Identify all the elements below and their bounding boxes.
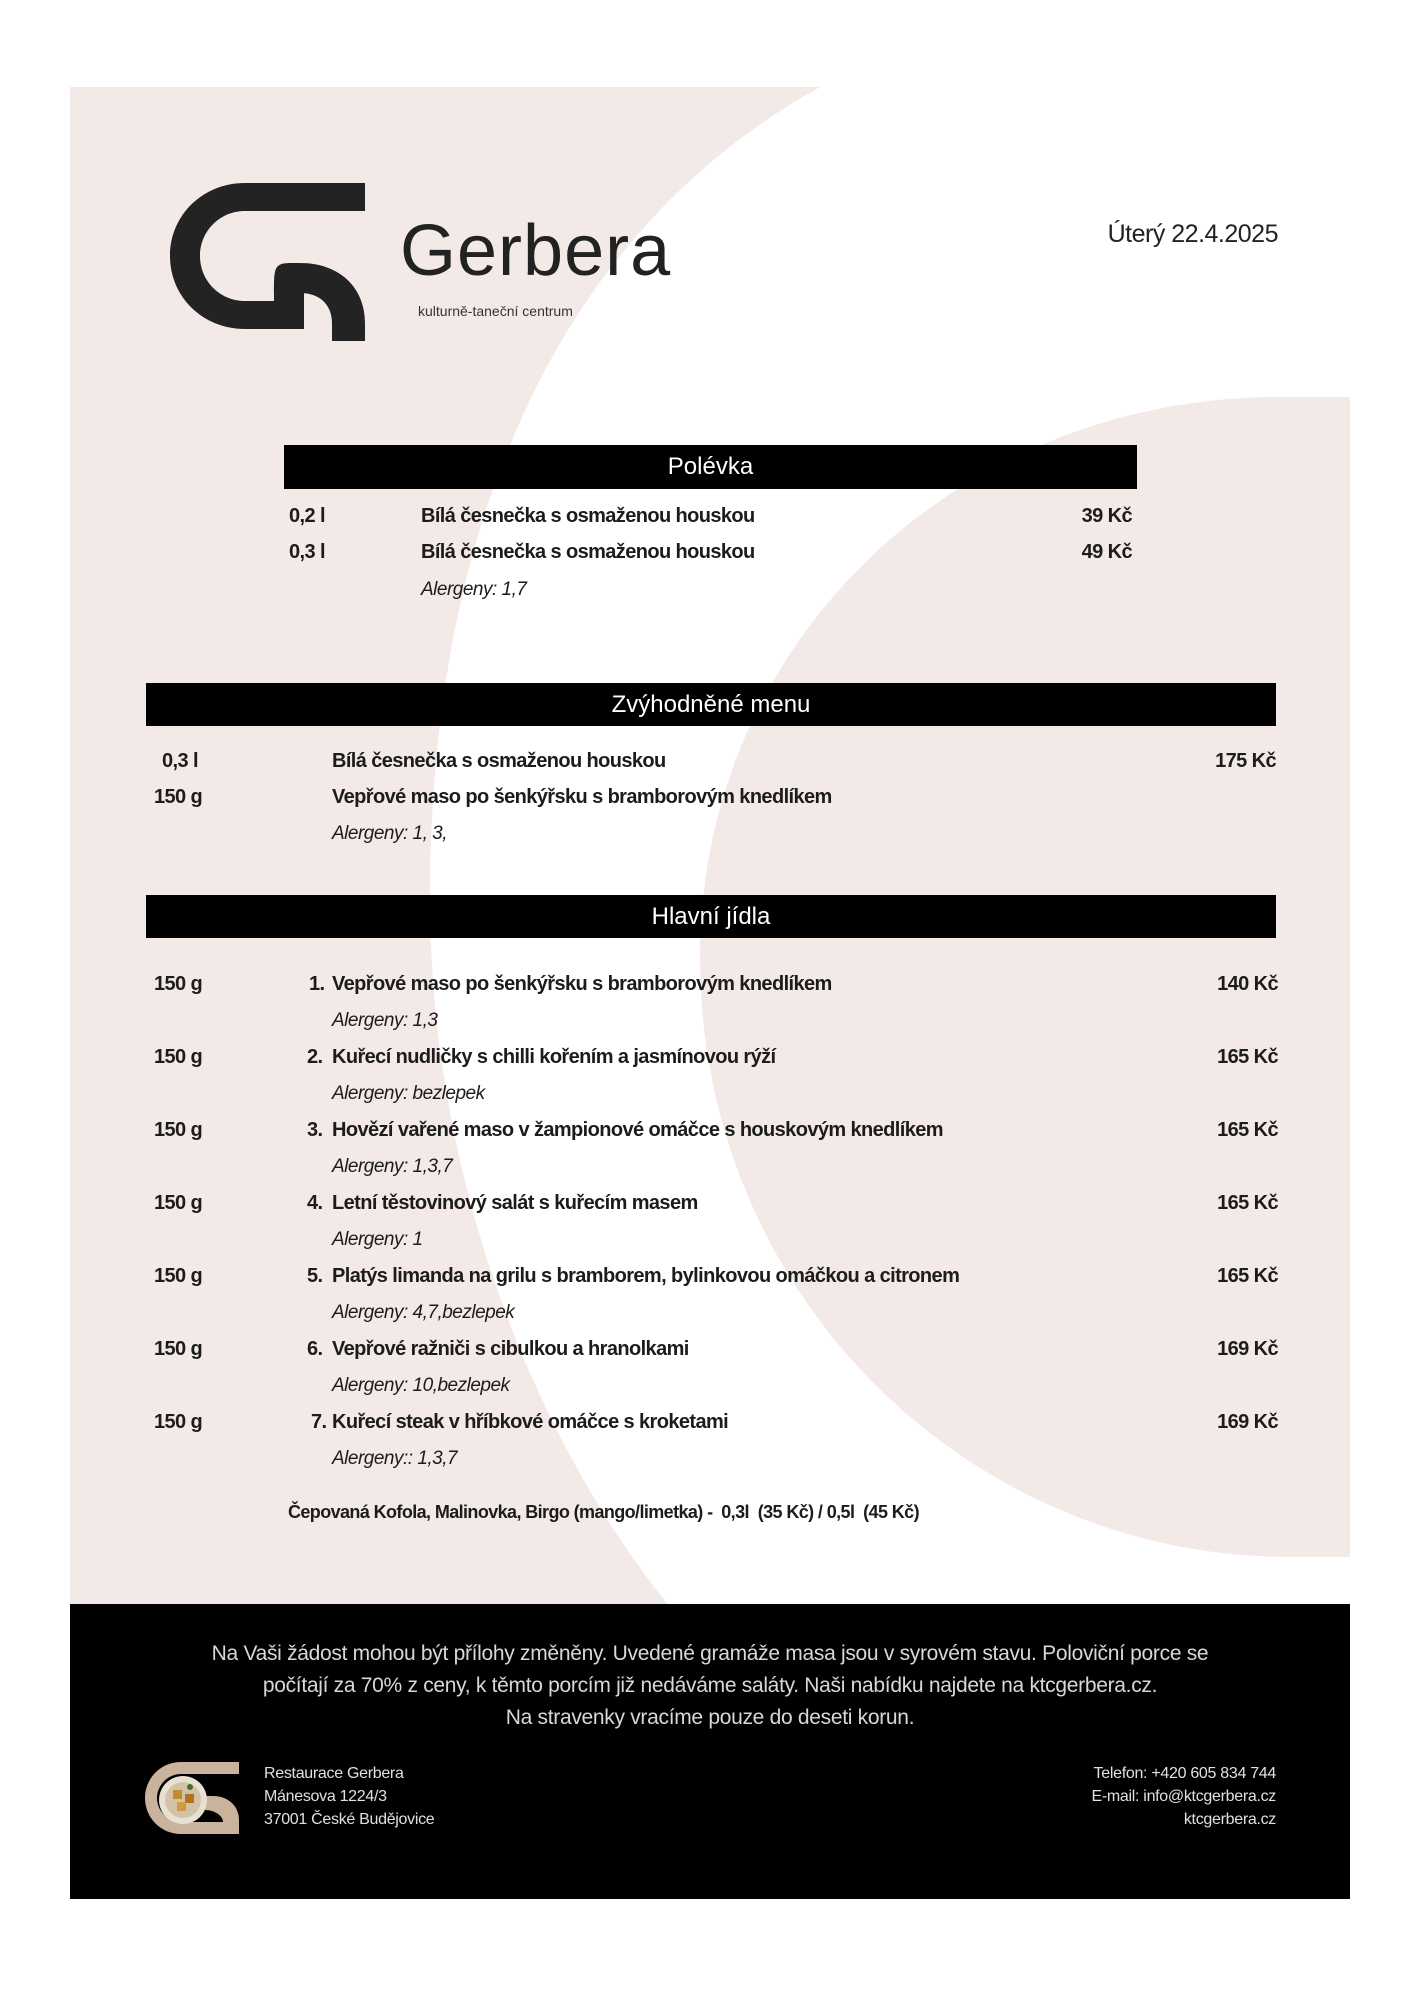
combo-name: Vepřové maso po šenkýřsku s bramborovým knedlíkem: [332, 786, 832, 808]
address-block: [264, 1762, 434, 1831]
section-header-soup: [284, 445, 1137, 489]
phone-text[interactable]: Telefon: +420 605 834 744: [1093, 1765, 1276, 1782]
address-line: Restaurace Gerbera: [264, 1765, 404, 1782]
menu-date: Úterý 22.4.2025: [1107, 220, 1278, 248]
main-number: 3.: [307, 1119, 323, 1141]
brand-name: Gerbera: [400, 211, 672, 291]
soup-price: 39 Kč: [1081, 505, 1132, 527]
address-line: Mánesova 1224/3: [264, 1788, 387, 1805]
main-allergens: Alergeny: 1,3: [332, 1010, 438, 1031]
main-price: 165 Kč: [1217, 1119, 1278, 1141]
section-header-mains: [146, 895, 1276, 938]
main-price: 169 Kč: [1217, 1338, 1278, 1360]
section-title-mains: Hlavní jídla: [651, 903, 771, 930]
combo-price: 175 Kč: [1215, 750, 1276, 772]
main-allergens: Alergeny: bezlepek: [332, 1083, 485, 1104]
main-allergens: Alergeny: 1,3,7: [332, 1156, 453, 1177]
contact-block: [1091, 1762, 1276, 1831]
main-name: Kuřecí nudličky s chilli kořením a jasmínovou rýží: [332, 1046, 776, 1068]
main-allergens: Alergeny: 4,7,bezlepek: [332, 1302, 515, 1323]
website-link[interactable]: ktcgerbera.cz: [1183, 1811, 1276, 1828]
section-title-soup: Polévka: [667, 453, 754, 480]
main-number: 7.: [311, 1411, 327, 1433]
address-line: 37001 České Budějovice: [264, 1811, 435, 1828]
main-price: 165 Kč: [1217, 1046, 1278, 1068]
section-title-combo: Zvýhodněné menu: [611, 691, 811, 718]
main-number: 5.: [307, 1265, 323, 1287]
soup-qty: 0,3 l: [289, 541, 325, 563]
main-price: 169 Kč: [1217, 1411, 1278, 1433]
main-number: 4.: [307, 1192, 323, 1214]
main-number: 1.: [309, 973, 325, 995]
main-name: Vepřové maso po šenkýřsku s bramborovým knedlíkem: [332, 973, 832, 995]
main-allergens: Alergeny: 10,bezlepek: [332, 1375, 510, 1396]
combo-qty: 150 g: [154, 786, 203, 808]
main-name: Vepřové ražniči s cibulkou a hranolkami: [332, 1338, 689, 1360]
soup-allergens: Alergeny: 1,7: [421, 579, 527, 600]
gerbera-logo-icon: [170, 183, 370, 343]
main-name: Letní těstovinový salát s kuřecím masem: [332, 1192, 698, 1214]
soup-name: Bílá česnečka s osmaženou houskou: [421, 505, 755, 527]
footer-note-line: počítají za 70% z ceny, k těmto porcím již nedáváme saláty. Naši nabídku najdete na ktcgerbera.cz.: [262, 1674, 1158, 1697]
combo-allergens: Alergeny: 1, 3,: [332, 823, 448, 844]
main-number: 2.: [307, 1046, 323, 1068]
soup-name: Bílá česnečka s osmaženou houskou: [421, 541, 755, 563]
restaurant-logo-icon: [143, 1760, 243, 1840]
email-link[interactable]: E-mail: info@ktcgerbera.cz: [1091, 1788, 1276, 1805]
main-name: Platýs limanda na grilu s bramborem, bylinkovou omáčkou a citronem: [332, 1265, 960, 1287]
combo-qty: 0,3 l: [162, 750, 198, 772]
brand-tagline: kulturně-taneční centrum: [418, 303, 573, 319]
main-price: 140 Kč: [1217, 973, 1278, 995]
soup-price: 49 Kč: [1081, 541, 1132, 563]
main-qty: 150 g: [154, 1265, 203, 1287]
footer-note-line: Na Vaši žádost mohou být přílohy změněny. Uvedené gramáže masa jsou v syrovém stavu. Poloviční porce se: [211, 1642, 1209, 1665]
combo-name: Bílá česnečka s osmaženou houskou: [332, 750, 666, 772]
main-allergens: Alergeny: 1: [332, 1229, 423, 1250]
main-allergens: Alergeny:: 1,3,7: [332, 1448, 458, 1469]
main-name: Kuřecí steak v hříbkové omáčce s kroketami: [332, 1411, 729, 1433]
main-name: Hovězí vařené maso v žampionové omáčce s houskovým knedlíkem: [332, 1119, 943, 1141]
main-qty: 150 g: [154, 1192, 203, 1214]
main-qty: 150 g: [154, 1338, 203, 1360]
footer: [70, 1604, 1350, 1899]
soup-qty: 0,2 l: [289, 505, 325, 527]
main-qty: 150 g: [154, 1046, 203, 1068]
drinks-note: Čepovaná Kofola, Malinovka, Birgo (mango/limetka) - 0,3l (35 Kč) / 0,5l (45 Kč): [288, 1502, 919, 1522]
main-number: 6.: [307, 1338, 323, 1360]
section-header-combo: [146, 683, 1276, 726]
main-price: 165 Kč: [1217, 1192, 1278, 1214]
main-price: 165 Kč: [1217, 1265, 1278, 1287]
main-qty: 150 g: [154, 1411, 203, 1433]
main-qty: 150 g: [154, 973, 203, 995]
footer-note-line: Na stravenky vracíme pouze do deseti korun.: [505, 1706, 915, 1729]
main-qty: 150 g: [154, 1119, 203, 1141]
